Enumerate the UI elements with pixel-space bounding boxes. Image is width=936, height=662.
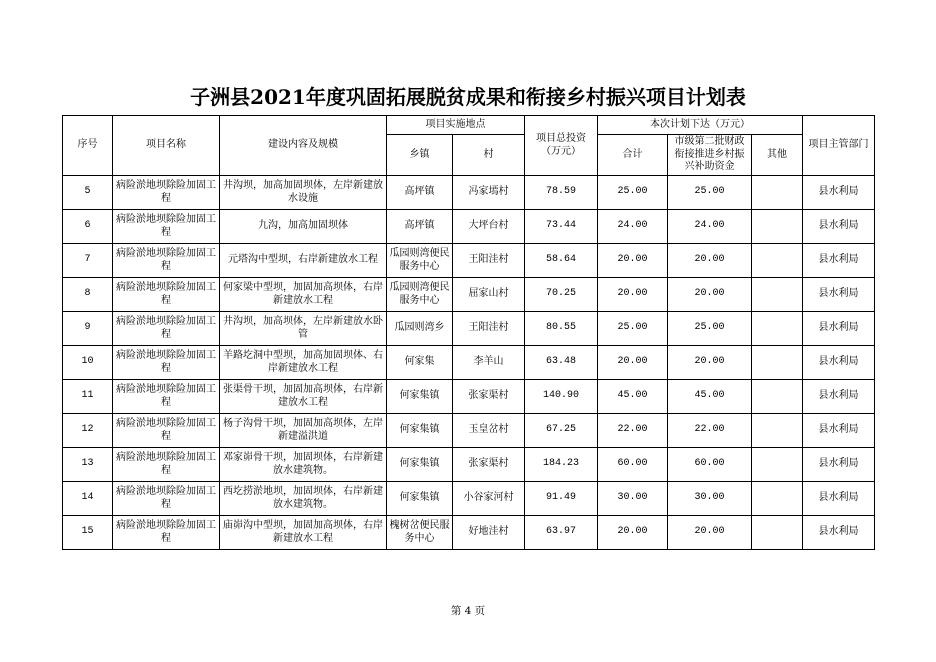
- cell-village: 张家渠村: [453, 448, 525, 482]
- cell-township: 何家集: [387, 346, 453, 380]
- cell-seq: 14: [63, 482, 113, 516]
- cell-township: 瓜园则湾便民服务中心: [387, 278, 453, 312]
- cell-other: [752, 516, 803, 550]
- cell-city-fund: 30.00: [668, 482, 752, 516]
- cell-department: 县水利局: [803, 516, 875, 550]
- cell-department: 县水利局: [803, 312, 875, 346]
- cell-content: 元塔沟中型坝，右岸新建放水工程: [220, 244, 387, 278]
- cell-village: 张家渠村: [453, 380, 525, 414]
- cell-content: 井沟坝，加高加固坝体，左岸新建放水设施: [220, 176, 387, 210]
- cell-other: [752, 210, 803, 244]
- cell-township: 高坪镇: [387, 210, 453, 244]
- table-row: [63, 176, 875, 210]
- table-row: [63, 516, 875, 550]
- table-row: [63, 278, 875, 312]
- cell-department: 县水利局: [803, 448, 875, 482]
- cell-seq: 10: [63, 346, 113, 380]
- cell-seq: 15: [63, 516, 113, 550]
- header-other: 其他: [752, 135, 803, 176]
- cell-department: 县水利局: [803, 210, 875, 244]
- cell-village: 冯家墕村: [453, 176, 525, 210]
- cell-plan-total: 20.00: [598, 244, 668, 278]
- header-plan-total: 合计: [598, 135, 668, 176]
- cell-city-fund: 20.00: [668, 516, 752, 550]
- cell-village: 李羊山: [453, 346, 525, 380]
- cell-department: 县水利局: [803, 380, 875, 414]
- cell-city-fund: 20.00: [668, 244, 752, 278]
- cell-other: [752, 448, 803, 482]
- header-location: 项目实施地点: [387, 116, 525, 135]
- header-department: 项目主管部门: [803, 116, 875, 176]
- cell-seq: 8: [63, 278, 113, 312]
- header-plan: 本次计划下达（万元）: [598, 116, 803, 135]
- cell-other: [752, 176, 803, 210]
- cell-plan-total: 20.00: [598, 278, 668, 312]
- cell-seq: 9: [63, 312, 113, 346]
- cell-city-fund: 22.00: [668, 414, 752, 448]
- cell-content: 西圪捞淤地坝，加固坝体，右岸新建放水建筑物。: [220, 482, 387, 516]
- cell-city-fund: 45.00: [668, 380, 752, 414]
- cell-plan-total: 60.00: [598, 448, 668, 482]
- header-township: 乡镇: [387, 135, 453, 176]
- cell-seq: 5: [63, 176, 113, 210]
- cell-other: [752, 278, 803, 312]
- cell-seq: 7: [63, 244, 113, 278]
- cell-other: [752, 482, 803, 516]
- cell-city-fund: 24.00: [668, 210, 752, 244]
- header-total-investment: 项目总投资（万元）: [525, 116, 598, 176]
- cell-department: 县水利局: [803, 278, 875, 312]
- cell-department: 县水利局: [803, 346, 875, 380]
- cell-total-investment: 78.59: [525, 176, 598, 210]
- cell-project-name: 病险淤地坝除险加固工程: [113, 448, 220, 482]
- cell-other: [752, 380, 803, 414]
- cell-seq: 6: [63, 210, 113, 244]
- cell-other: [752, 244, 803, 278]
- cell-village: 王阳洼村: [453, 244, 525, 278]
- cell-plan-total: 24.00: [598, 210, 668, 244]
- header-seq: 序号: [63, 116, 113, 176]
- cell-seq: 13: [63, 448, 113, 482]
- cell-project-name: 病险淤地坝除险加固工程: [113, 482, 220, 516]
- table-row: [63, 414, 875, 448]
- cell-township: 瓜园则湾乡: [387, 312, 453, 346]
- page-title: 子洲县2021年度巩固拓展脱贫成果和衔接乡村振兴项目计划表: [190, 85, 746, 109]
- cell-city-fund: 20.00: [668, 346, 752, 380]
- cell-township: 槐树岔便民服务中心: [387, 516, 453, 550]
- cell-village: 王阳洼村: [453, 312, 525, 346]
- cell-project-name: 病险淤地坝除险加固工程: [113, 278, 220, 312]
- cell-total-investment: 73.44: [525, 210, 598, 244]
- cell-project-name: 病险淤地坝除险加固工程: [113, 380, 220, 414]
- cell-department: 县水利局: [803, 244, 875, 278]
- cell-total-investment: 63.97: [525, 516, 598, 550]
- cell-total-investment: 67.25: [525, 414, 598, 448]
- cell-project-name: 病险淤地坝除险加固工程: [113, 210, 220, 244]
- cell-seq: 12: [63, 414, 113, 448]
- cell-township: 瓜园则湾便民服务中心: [387, 244, 453, 278]
- project-plan-table: [62, 115, 875, 550]
- table-row: [63, 244, 875, 278]
- cell-plan-total: 30.00: [598, 482, 668, 516]
- header-content: 建设内容及规模: [220, 116, 387, 176]
- cell-village: 好地洼村: [453, 516, 525, 550]
- header-row-top: [63, 116, 875, 135]
- cell-village: 屈家山村: [453, 278, 525, 312]
- cell-township: 何家集镇: [387, 414, 453, 448]
- cell-content: 张渠骨干坝，加固加高坝体，右岸新建放水工程: [220, 380, 387, 414]
- header-city-fund: 市级第二批财政衔接推进乡村振兴补助资金: [668, 135, 752, 176]
- cell-village: 玉皇岔村: [453, 414, 525, 448]
- table-row: [63, 380, 875, 414]
- cell-content: 井沟坝，加高坝体，左岸新建放水卧管: [220, 312, 387, 346]
- cell-other: [752, 312, 803, 346]
- table-body: [63, 176, 875, 550]
- cell-content: 羊路圪洞中型坝，加高加固坝体、右岸新建放水工程: [220, 346, 387, 380]
- cell-township: 何家集镇: [387, 380, 453, 414]
- cell-plan-total: 22.00: [598, 414, 668, 448]
- page-number: 第 4 页: [450, 605, 486, 617]
- table-row: [63, 346, 875, 380]
- cell-content: 庙峁沟中型坝，加固加高坝体，右岸新建放水工程: [220, 516, 387, 550]
- cell-project-name: 病险淤地坝除险加固工程: [113, 176, 220, 210]
- cell-township: 高坪镇: [387, 176, 453, 210]
- cell-seq: 11: [63, 380, 113, 414]
- cell-content: 邓家峁骨干坝，加固坝体，右岸新建放水建筑物。: [220, 448, 387, 482]
- cell-department: 县水利局: [803, 176, 875, 210]
- header-project-name: 项目名称: [113, 116, 220, 176]
- cell-project-name: 病险淤地坝除险加固工程: [113, 516, 220, 550]
- cell-total-investment: 63.48: [525, 346, 598, 380]
- cell-content: 何家梁中型坝，加固加高坝体，右岸新建放水工程: [220, 278, 387, 312]
- cell-total-investment: 80.55: [525, 312, 598, 346]
- cell-project-name: 病险淤地坝除险加固工程: [113, 346, 220, 380]
- cell-project-name: 病险淤地坝除险加固工程: [113, 414, 220, 448]
- cell-other: [752, 414, 803, 448]
- cell-content: 九沟，加高加固坝体: [220, 210, 387, 244]
- cell-village: 小谷家河村: [453, 482, 525, 516]
- cell-total-investment: 58.64: [525, 244, 598, 278]
- cell-city-fund: 25.00: [668, 312, 752, 346]
- cell-plan-total: 25.00: [598, 176, 668, 210]
- cell-plan-total: 45.00: [598, 380, 668, 414]
- cell-village: 大坪台村: [453, 210, 525, 244]
- cell-total-investment: 140.90: [525, 380, 598, 414]
- cell-plan-total: 20.00: [598, 346, 668, 380]
- cell-other: [752, 346, 803, 380]
- table-row: [63, 210, 875, 244]
- cell-project-name: 病险淤地坝除险加固工程: [113, 244, 220, 278]
- cell-plan-total: 25.00: [598, 312, 668, 346]
- cell-department: 县水利局: [803, 482, 875, 516]
- cell-project-name: 病险淤地坝除险加固工程: [113, 312, 220, 346]
- cell-township: 何家集镇: [387, 482, 453, 516]
- table-row: [63, 448, 875, 482]
- cell-total-investment: 184.23: [525, 448, 598, 482]
- cell-plan-total: 20.00: [598, 516, 668, 550]
- table-header: [63, 116, 875, 176]
- header-village: 村: [453, 135, 525, 176]
- table-row: [63, 312, 875, 346]
- cell-city-fund: 25.00: [668, 176, 752, 210]
- table-row: [63, 482, 875, 516]
- cell-city-fund: 20.00: [668, 278, 752, 312]
- cell-content: 杨子沟骨干坝，加固加高坝体，左岸新建溢洪道: [220, 414, 387, 448]
- cell-department: 县水利局: [803, 414, 875, 448]
- cell-city-fund: 60.00: [668, 448, 752, 482]
- cell-township: 何家集镇: [387, 448, 453, 482]
- cell-total-investment: 91.49: [525, 482, 598, 516]
- cell-total-investment: 70.25: [525, 278, 598, 312]
